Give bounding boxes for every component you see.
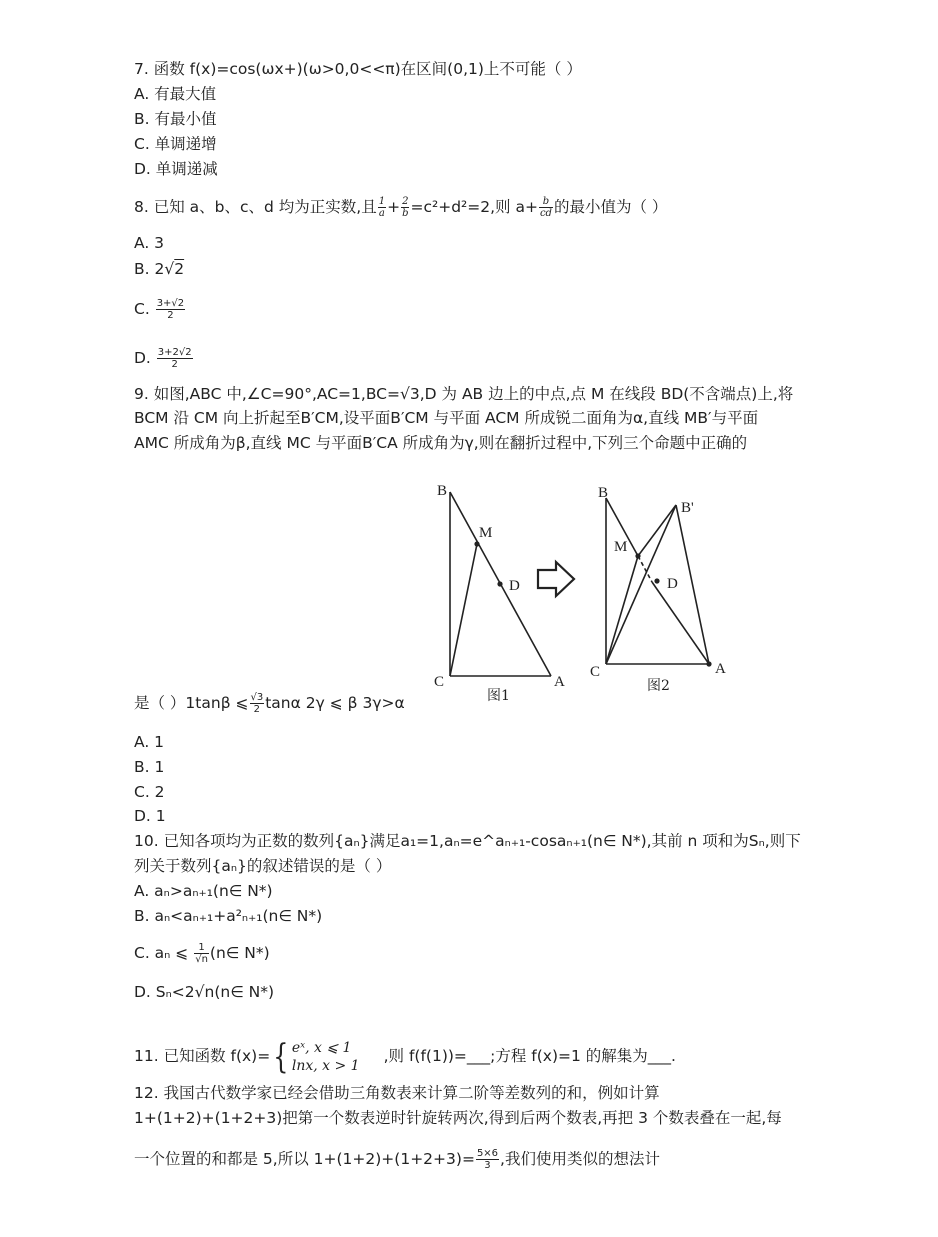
fig1-point-m — [474, 541, 479, 546]
fig2-label-bp: B' — [681, 500, 694, 516]
q8-option-a: A. 3 — [134, 234, 165, 252]
q10-line-1: 10. 已知各项均为正数的数列{aₙ}满足a₁=1,aₙ=e^aₙ₊₁-cosaₙ₊₁(n∈ N*),其前 n 项和为Sₙ,则下 — [134, 832, 801, 850]
q10-option-c-post: (n∈ N*) — [209, 944, 270, 962]
fig1-point-d — [497, 581, 502, 586]
q12-frac-num: 5×6 — [476, 1148, 499, 1159]
q12-line-3 — [134, 1148, 660, 1171]
fig2-point-a — [706, 661, 711, 666]
fig2-caption: 图2 — [647, 678, 670, 694]
fold-arrow-icon — [538, 562, 574, 596]
fig2-point-d — [654, 578, 659, 583]
fig1-label-b: B — [437, 483, 448, 499]
fold-figures — [425, 478, 745, 710]
q9-question — [134, 692, 405, 715]
q11-stem — [134, 1036, 676, 1076]
fig2-label-a: A — [715, 661, 726, 677]
q11-pre: 11. 已知函数 f(x)= — [134, 1047, 271, 1065]
q10-option-c-den: √n — [195, 954, 208, 965]
q8-plus: + — [387, 198, 401, 216]
q8-option-b: B. 2√2 — [134, 260, 185, 278]
q8-frac-3-num: b — [539, 196, 553, 208]
fig2-point-m — [635, 553, 640, 558]
q9-question-num: √3 — [250, 692, 264, 703]
q8-option-b-label: B. 2 — [134, 260, 165, 278]
q8-frac-1-num: 1 — [378, 196, 386, 207]
q12-line-3-pre: 一个位置的和都是 5,所以 1+(1+2)+(1+2+3)= — [134, 1150, 475, 1168]
q9-line-3: AMC 所成角为β,直线 MC 与平面B′CA 所成角为γ,则在翻折过程中,下列三个命题中正确的 — [134, 434, 748, 452]
fig1-caption: 图1 — [487, 688, 510, 704]
fig1-label-m: M — [479, 525, 493, 541]
fold-figures-svg — [425, 478, 745, 710]
q8-frac-2 — [401, 196, 409, 219]
q8-stem-post: 的最小值为（ ） — [553, 198, 668, 216]
q8-option-c — [134, 298, 186, 321]
q10-option-c-pre: C. aₙ ⩽ — [134, 944, 194, 962]
q8-frac-2-num: 2 — [402, 196, 409, 207]
q12-frac — [476, 1148, 499, 1171]
q8-option-d — [134, 347, 194, 370]
q8-option-d-den: 2 — [171, 359, 178, 370]
q11-post: ,则 f(f(1))=___;方程 f(x)=1 的解集为___. — [383, 1047, 676, 1065]
q8-option-c-den: 2 — [167, 310, 174, 321]
q8-frac-1 — [378, 196, 386, 219]
q8-frac-2-den: b — [402, 208, 409, 219]
q7-option-b: B. 有最小值 — [134, 110, 217, 128]
q12-frac-den: 3 — [484, 1160, 491, 1171]
fig2-edge-cm — [606, 556, 638, 664]
q8-option-c-label: C. — [134, 300, 155, 318]
q7-stem: 7. 函数 f(x)=cos(ωx+)(ω>0,0<<π)在区间(0,1)上不可能（ ） — [134, 60, 582, 78]
q12-line-1: 12. 我国古代数学家已经会借助三角数表来计算二阶等差数列的和，例如计算 — [134, 1084, 660, 1102]
q8-option-d-num: 3+2√2 — [157, 347, 192, 358]
q11-case-2: lnx, x > 1 — [291, 1057, 360, 1074]
q9-option-a: A. 1 — [134, 733, 165, 751]
q10-option-a: A. aₙ>aₙ₊₁(n∈ N*) — [134, 882, 273, 900]
q8-frac-3-den: cd — [539, 208, 552, 219]
q9-line-1: 9. 如图,ABC 中,∠C=90°,AC=1,BC=√3,D 为 AB 边上的中点,点 M 在线段 BD(不含端点)上,将 — [134, 385, 794, 403]
q10-option-c-frac — [194, 942, 209, 965]
fig2-label-b: B — [598, 485, 609, 501]
q9-option-b: B. 1 — [134, 758, 165, 776]
q8-option-b-radicand: 2 — [174, 260, 185, 278]
q9-question-post: tanα 2γ ⩽ β 3γ>α — [265, 694, 405, 712]
q11-brace: { — [273, 1036, 289, 1077]
q8-frac-1-den: a — [378, 208, 385, 219]
q9-option-d: D. 1 — [134, 807, 166, 825]
q10-option-b: B. aₙ<aₙ₊₁+a²ₙ₊₁(n∈ N*) — [134, 907, 323, 925]
q9-question-pre: 是（ ）1tanβ ⩽ — [134, 694, 249, 712]
q8-frac-3 — [539, 196, 553, 219]
q11-cases — [292, 1039, 360, 1075]
q9-line-2: BCM 沿 CM 向上折起至B′CM,设平面B′CM 与平面 ACM 所成锐二面角为α,直线 MB′与平面 — [134, 409, 759, 427]
q10-line-2: 列关于数列{aₙ}的叙述错误的是（ ） — [134, 857, 392, 875]
q8-stem — [134, 196, 667, 219]
q7-option-a: A. 有最大值 — [134, 85, 217, 103]
q10-option-d: D. Sₙ<2√n(n∈ N*) — [134, 983, 275, 1001]
fig2-edge-cbp — [606, 505, 676, 664]
q8-option-c-frac — [156, 298, 185, 321]
fig1-label-d: D — [509, 578, 520, 594]
q8-option-d-label: D. — [134, 349, 156, 367]
q10-option-c — [134, 942, 270, 965]
fig1-label-a: A — [554, 674, 565, 690]
fig2-label-d: D — [667, 576, 678, 592]
q9-question-frac — [250, 692, 265, 715]
q9-question-den: 2 — [253, 704, 261, 715]
q11-case-1: eˣ, x ⩽ 1 — [291, 1039, 352, 1056]
q9-option-c: C. 2 — [134, 783, 165, 801]
q8-eq: =c²+d²=2,则 a+ — [410, 198, 538, 216]
q7-option-c: C. 单调递增 — [134, 135, 217, 153]
fig2-label-m: M — [614, 539, 628, 555]
fig1-edge-cm — [450, 544, 477, 676]
fig1-label-c: C — [434, 674, 445, 690]
q12-line-3-post: ,我们使用类似的想法计 — [500, 1150, 660, 1168]
q7-option-d: D. 单调递减 — [134, 160, 218, 178]
fig2-edge-md-hidden — [638, 556, 652, 582]
q12-line-2: 1+(1+2)+(1+2+3)把第一个数表逆时针旋转两次,得到后两个数表,再把 3 个数表叠在一起,每 — [134, 1109, 782, 1127]
q10-option-c-num: 1 — [194, 942, 209, 954]
fig2-label-c: C — [590, 664, 601, 680]
q8-option-c-num: 3+√2 — [156, 298, 185, 309]
q8-stem-pre: 8. 已知 a、b、c、d 均为正实数,且 — [134, 198, 377, 216]
q8-option-d-frac — [157, 347, 193, 370]
